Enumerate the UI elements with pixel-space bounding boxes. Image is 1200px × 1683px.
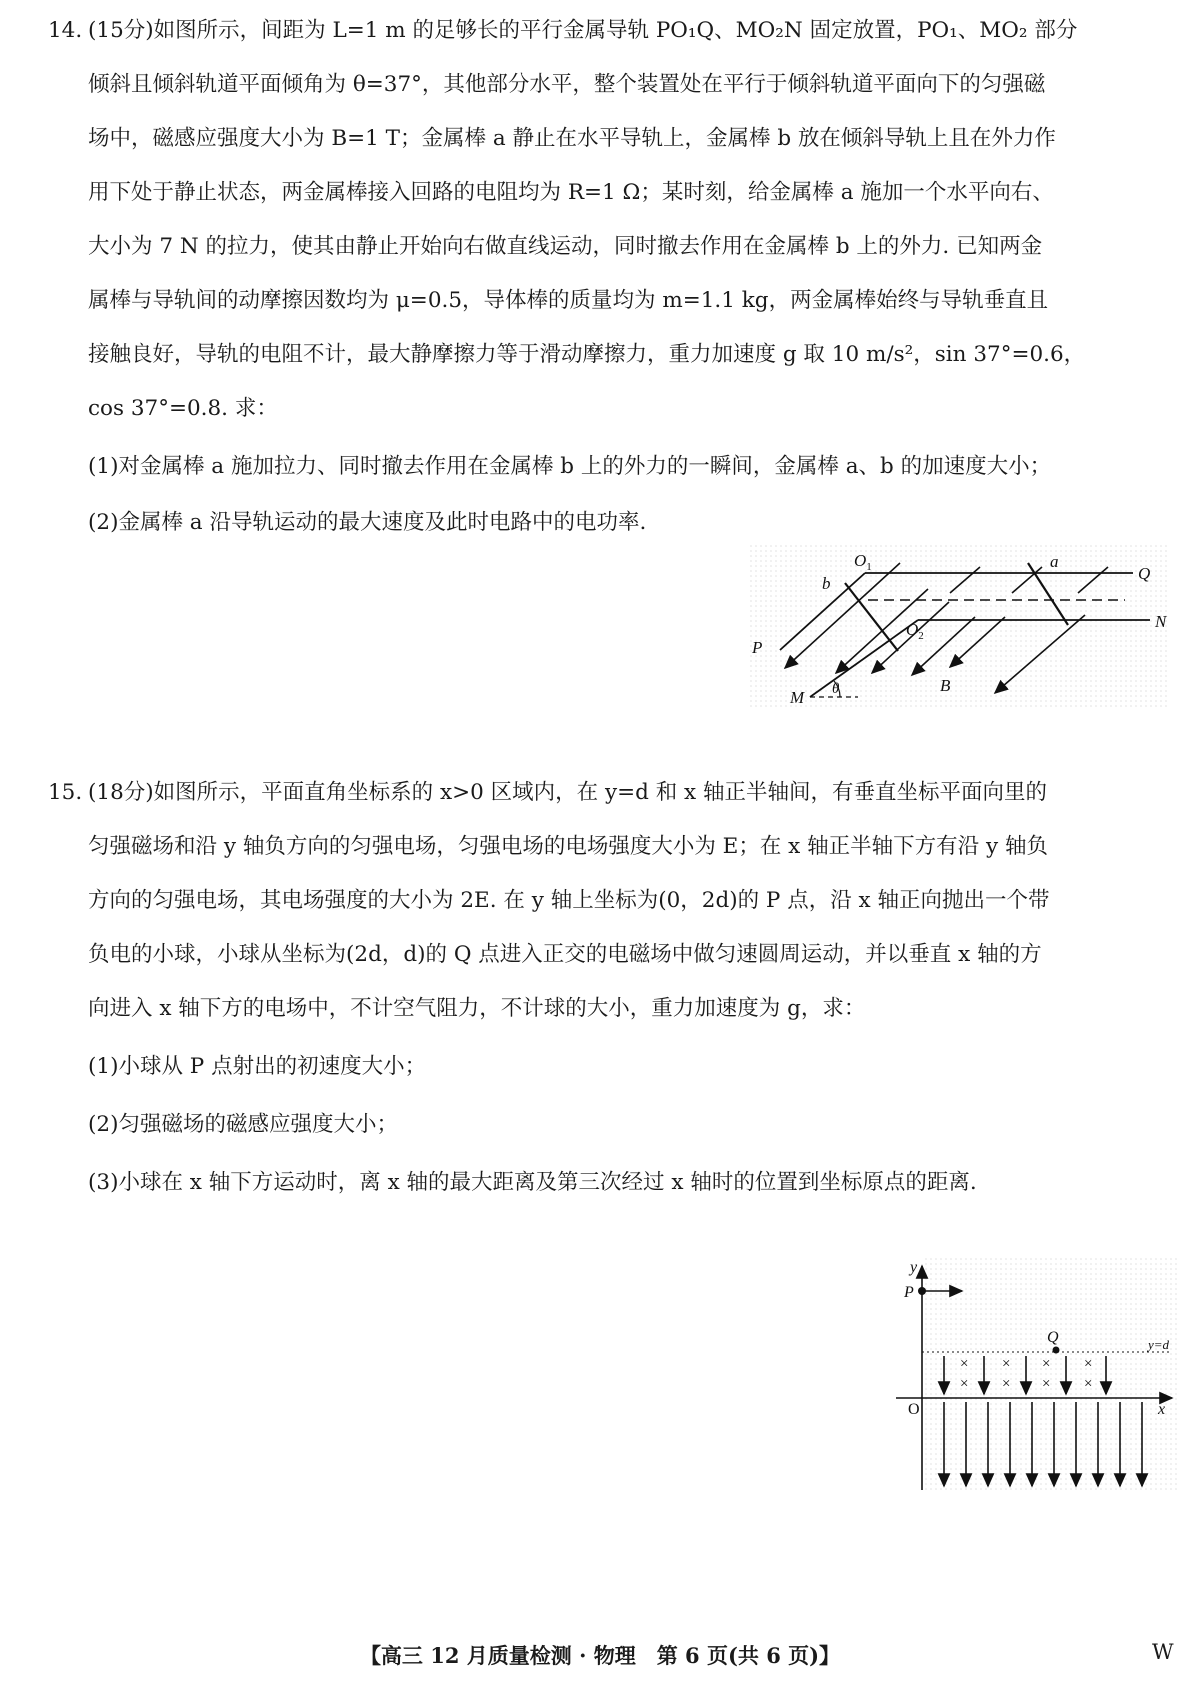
q14-figure-background — [750, 545, 1170, 710]
page-corner-mark: W — [1152, 1640, 1174, 1664]
label-m: M — [790, 688, 805, 707]
q14-line-8: cos 37°=0.8. 求： — [88, 396, 278, 421]
q14-subquestion-1: (1)对金属棒 a 施加拉力、同时撤去作用在金属棒 b 上的外力的一瞬间，金属棒 a、b 的加速度大小； — [88, 454, 1052, 479]
label-y: y — [910, 1259, 918, 1276]
page-footer: 【高三 12 月质量检测 · 物理 第 6 页(共 6 页)】 — [359, 1643, 841, 1668]
q15-subquestion-2: (2)匀强磁场的磁感应强度大小； — [88, 1112, 398, 1137]
label-q: Q — [1047, 1329, 1059, 1346]
q15-line-3: 方向的匀强电场，其电场强度的大小为 2E. 在 y 轴上坐标为(0，2d)的 P 点，沿 x 轴正向抛出一个带 — [88, 888, 1050, 913]
q14-line-4: 用下处于静止状态，两金属棒接入回路的电阻均为 R=1 Ω；某时刻，给金属棒 a 施加一个水平向右、 — [88, 180, 1054, 205]
label-y-equals-d: y=d — [1148, 1337, 1170, 1352]
q15-subquestion-1: (1)小球从 P 点射出的初速度大小； — [88, 1054, 427, 1079]
q15-subquestion-3: (3)小球在 x 轴下方运动时，离 x 轴的最大距离及第三次经过 x 轴时的位置到坐标原点的距离. — [88, 1170, 977, 1195]
q15-line-5: 向进入 x 轴下方的电场中，不计空气阻力，不计球的大小，重力加速度为 g，求： — [88, 996, 866, 1021]
q14-line-6: 属棒与导轨间的动摩擦因数均为 μ=0.5，导体棒的质量均为 m=1.1 kg，两金属棒始终与导轨垂直且 — [88, 288, 1049, 313]
label-q: Q — [1138, 564, 1151, 583]
label-p: P — [752, 638, 763, 657]
q14-line-2: 倾斜且倾斜轨道平面倾角为 θ=37°，其他部分水平，整个装置处在平行于倾斜轨道平面向下的匀强磁 — [88, 72, 1046, 97]
label-o1: $O_1$ — [854, 551, 872, 573]
label-theta: θ — [832, 681, 840, 697]
q14-subquestion-2: (2)金属棒 a 沿导轨运动的最大速度及此时电路中的电功率. — [88, 510, 647, 535]
q14-line-1 — [48, 16, 1077, 46]
q15-line-1-text: (18分)如图所示，平面直角坐标系的 x>0 区域内，在 y=d 和 x 轴正半轴间，有垂直坐标平面向里的 — [88, 780, 1048, 805]
q14-line-5: 大小为 7 N 的拉力，使其由静止开始向右做直线运动，同时撤去作用在金属棒 b 上的外力. 已知两金 — [88, 234, 1043, 259]
q14-line-7: 接触良好，导轨的电阻不计，最大静摩擦力等于滑动摩擦力，重力加速度 g 取 10 m/s²，sin 37°=0.6， — [88, 342, 1086, 367]
q15-line-4: 负电的小球，小球从坐标为(2d，d)的 Q 点进入正交的电磁场中做匀速圆周运动，并以垂直 x 轴的方 — [88, 942, 1042, 967]
magnetic-field-cross: × — [960, 1356, 969, 1372]
q14-line-1-text: (15分)如图所示，间距为 L=1 m 的足够长的平行金属导轨 PO₁Q、MO₂N 固定放置，PO₁、MO₂ 部分 — [88, 18, 1078, 43]
label-o2: $O_2$ — [906, 620, 924, 642]
magnetic-field-cross: × — [1042, 1356, 1051, 1372]
point-q — [1053, 1347, 1060, 1354]
q14-number: 14. — [48, 18, 83, 43]
label-p: P — [904, 1284, 914, 1301]
q15-field-figure — [890, 1258, 1180, 1490]
magnetic-field-cross: × — [1084, 1356, 1093, 1372]
label-b: b — [822, 574, 831, 593]
q15-line-1 — [48, 778, 1047, 808]
magnetic-field-cross: × — [1002, 1376, 1011, 1392]
q14-line-3: 场中，磁感应强度大小为 B=1 T；金属棒 a 静止在水平导轨上，金属棒 b 放在倾斜导轨上且在外力作 — [88, 126, 1056, 151]
label-a: a — [1050, 552, 1059, 571]
q15-number: 15. — [48, 780, 83, 805]
q14-rail-figure — [750, 545, 1170, 710]
magnetic-field-cross: × — [960, 1376, 969, 1392]
point-p — [918, 1287, 926, 1295]
q15-line-2: 匀强磁场和沿 y 轴负方向的匀强电场，匀强电场的电场强度大小为 E；在 x 轴正半轴下方有沿 y 轴负 — [88, 834, 1048, 859]
label-b-field: B — [940, 676, 951, 695]
label-o: O — [908, 1401, 920, 1418]
magnetic-field-cross: × — [1042, 1376, 1051, 1392]
label-n: N — [1155, 612, 1167, 631]
label-x: x — [1158, 1401, 1166, 1418]
magnetic-field-cross: × — [1084, 1376, 1093, 1392]
magnetic-field-cross: × — [1002, 1356, 1011, 1372]
